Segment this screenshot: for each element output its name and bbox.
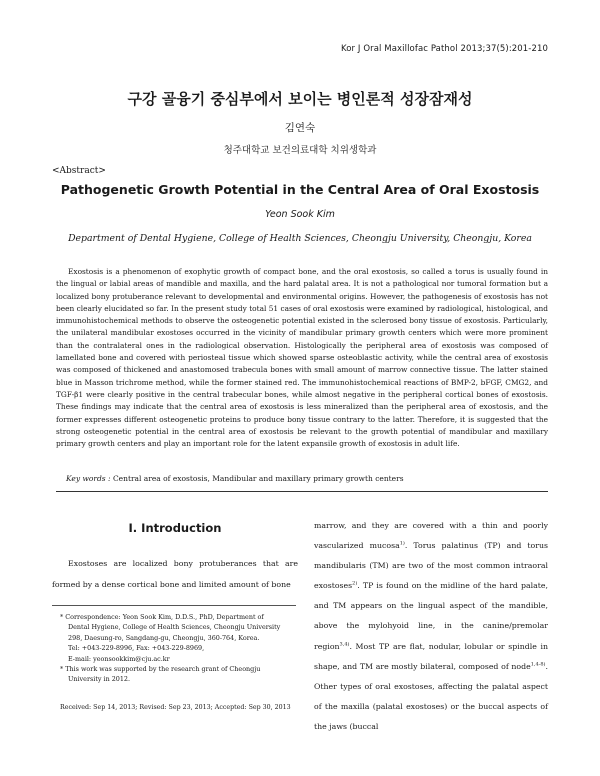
- citation: 1,4-8): [530, 661, 546, 668]
- footnote-line: * Correspondence: Yeon Sook Kim, D.D.S., PhD, Department of: [60, 613, 264, 621]
- body-text: . Other types of oral exostoses, affecting the palatal aspect of the maxilla (palatal exostoses) or the buccal aspects of the jaws (buccal: [314, 661, 548, 731]
- body-text: marrow, and they are covered with a thin and poorly vascularized mucosa: [314, 521, 548, 551]
- body-text: . Torus palatinus (TP) and torus mandibularis (TM) are two of the most common intraoral exostoses: [314, 541, 549, 591]
- english-affiliation: Department of Dental Hygiene, College of Health Sciences, Cheongju University, Cheongju, Korea: [68, 233, 532, 244]
- body-text: . Most TP are flat, nodular, lobular or spindle in shape, and TM are mostly bilateral, composed of node: [314, 641, 548, 671]
- korean-title: 구강 골융기 중심부에서 보이는 병인론적 성장잠재성: [127, 90, 473, 108]
- abstract-body: Exostosis is a phenomenon of exophytic growth of compact bone, and the oral exostosis, so called a torus is usually found in the lingual or labial areas of mandible and maxilla, and the hard palatal area. It is not a pathological nor tumoral formation but a localized bony protuberance relevant to developmental and environmental origins. However, the pathogenesis of exostosis has not been clearly elucidated so far. In the present study total 51 cases of oral exostosis were examined by radiological, histological, and immunohistochemical methods to observe the osteogenetic potential existed in the sclerosed bony tissue of exostosis. Particularly, the unilateral mandibular exostoses occurred in the vicinity of mandibular primary growth centers which were more prominent than the contralateral ones in the radiological observation. Histologically the peripheral area of exostosis was composed of lamellated bone and covered with periosteal tissue which showed sparse osteoblastic activity, while the central area of exostosis was composed of thickened and anastomosed trabecula bones with small amount of marrow connective tissue. The latter stained blue in Masson trichrome method, while the former stained red. The immunohistochemical reactions of BMP-2, bFGF, CMG2, and TGF-β1 were clearly positive in the central trabecular bones, while almost negative in the peripheral cortical bones of exostosis. These findings may indicate that the central area of exostosis is less mineralized than the peripheral area of exostosis, and the former expresses different osteogenetic proteins to produce bony tissue contrary to the latter. Therefore, it is suggested that the strong osteogenetic potential in the central area of exostosis be relevant to the growth potential of mandibular and maxillary primary growth centers and play an important role for the latent expansile growth of exostosis in adult life.: [56, 267, 548, 449]
- abstract-tag: <Abstract>: [52, 166, 106, 176]
- korean-author: 김연숙: [284, 122, 316, 134]
- footnote-line: Tel: +043-229-8996, Fax: +043-229-8969,: [68, 644, 205, 653]
- citation: 2): [352, 580, 358, 587]
- footnote-line: 298, Daesung-ro, Sangdang-gu, Cheongju, 360-764, Korea.: [68, 633, 260, 642]
- footnote-line: Dental Hygiene, College of Health Sciences, Cheongju University: [68, 623, 281, 632]
- section-title: Ⅰ. Introduction: [128, 521, 222, 535]
- footnotes: [60, 612, 296, 685]
- footnote-line: * This work was supported by the research grant of Cheongju: [60, 665, 261, 674]
- right-column-text: [314, 516, 548, 737]
- keywords-label: Key words :: [66, 474, 111, 483]
- footnote-line: E-mail: yeonsookkim@cju.ac.kr: [68, 654, 170, 663]
- keywords-text: Central area of exostosis, Mandibular and maxillary primary growth centers: [112, 474, 404, 483]
- abstract-divider: [56, 491, 548, 492]
- korean-affiliation: 청주대학교 보건의료대학 치위생학과: [223, 145, 377, 156]
- grant-footnote: [60, 664, 296, 685]
- keywords: [66, 474, 404, 483]
- correspondence-footnote: [60, 612, 296, 664]
- journal-reference: Kor J Oral Maxillofac Pathol 2013;37(5):201-210: [340, 44, 548, 54]
- citation: 1): [399, 540, 405, 547]
- footnote-line: University in 2012.: [68, 675, 131, 684]
- body-text: . TP is found on the midline of the hard palate, and TM appears on the lingual aspect of the mandible, above the mylohyoid line, in the canine/premolar region: [314, 581, 548, 651]
- received-dates: Received: Sep 14, 2013; Revised: Sep 23, 2013; Accepted: Sep 30, 2013: [60, 704, 291, 711]
- left-column-text: Exostoses are localized bony protuberances that are formed by a dense cortical bone and limited amount of bone: [52, 559, 298, 589]
- english-author: Yeon Sook Kim: [265, 209, 335, 220]
- citation: 3,4): [339, 641, 350, 648]
- english-title: Pathogenetic Growth Potential in the Central Area of Oral Exostosis: [60, 182, 540, 197]
- footnote-divider: [52, 605, 296, 606]
